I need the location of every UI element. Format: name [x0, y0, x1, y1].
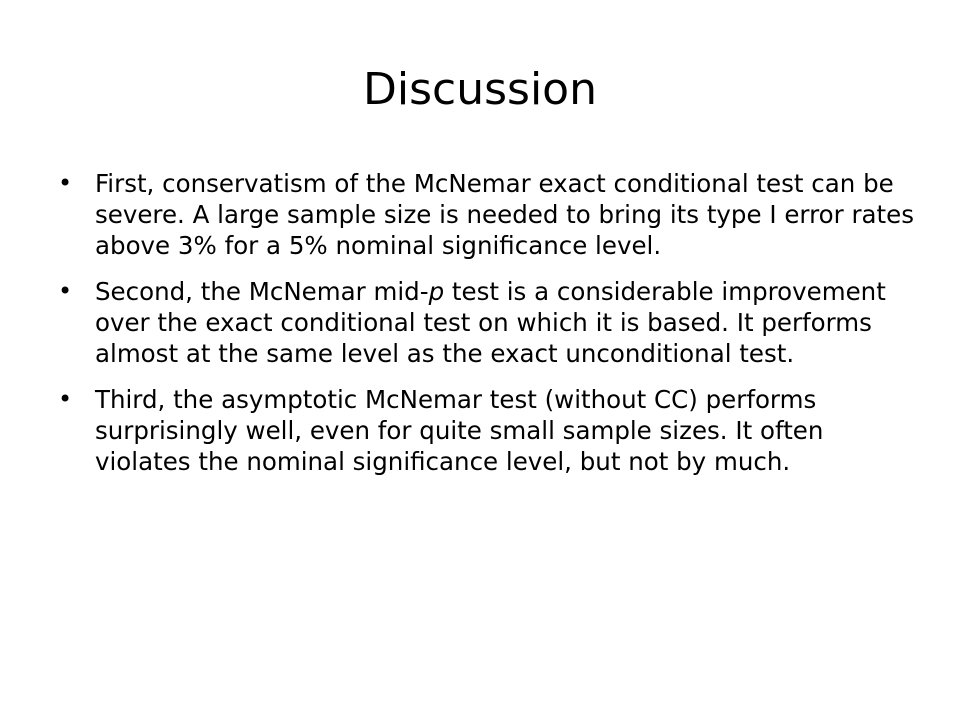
bullet-marker: •: [58, 277, 73, 305]
bullet-item-1: [58, 168, 918, 261]
bullet-list: [58, 168, 918, 492]
bullet-text-1: First, conservatism of the McNemar exact conditional test can be severe. A large sample size is needed to bring its type I error rates above 3% for a 5% nominal significance level.: [95, 169, 914, 260]
bullet-text-3: Third, the asymptotic McNemar test (without CC) performs surprisingly well, even for quite small sample sizes. It often violates the nominal significance level, but not by much.: [95, 385, 824, 476]
slide-title: Discussion: [363, 64, 597, 115]
italic-p: p: [428, 277, 445, 306]
bullet-item-2: [58, 276, 918, 369]
bullet-text-2-end: test is a considerable improvement over the exact conditional test on which it is based. It performs almost at the same level as the exact unconditional test.: [95, 277, 886, 368]
bullet-marker: •: [58, 385, 73, 413]
bullet-text-2: [95, 276, 918, 369]
bullet-text-2-start: Second, the McNemar mid-: [95, 277, 429, 306]
bullet-item-3: [58, 384, 918, 477]
bullet-marker: •: [58, 169, 73, 197]
